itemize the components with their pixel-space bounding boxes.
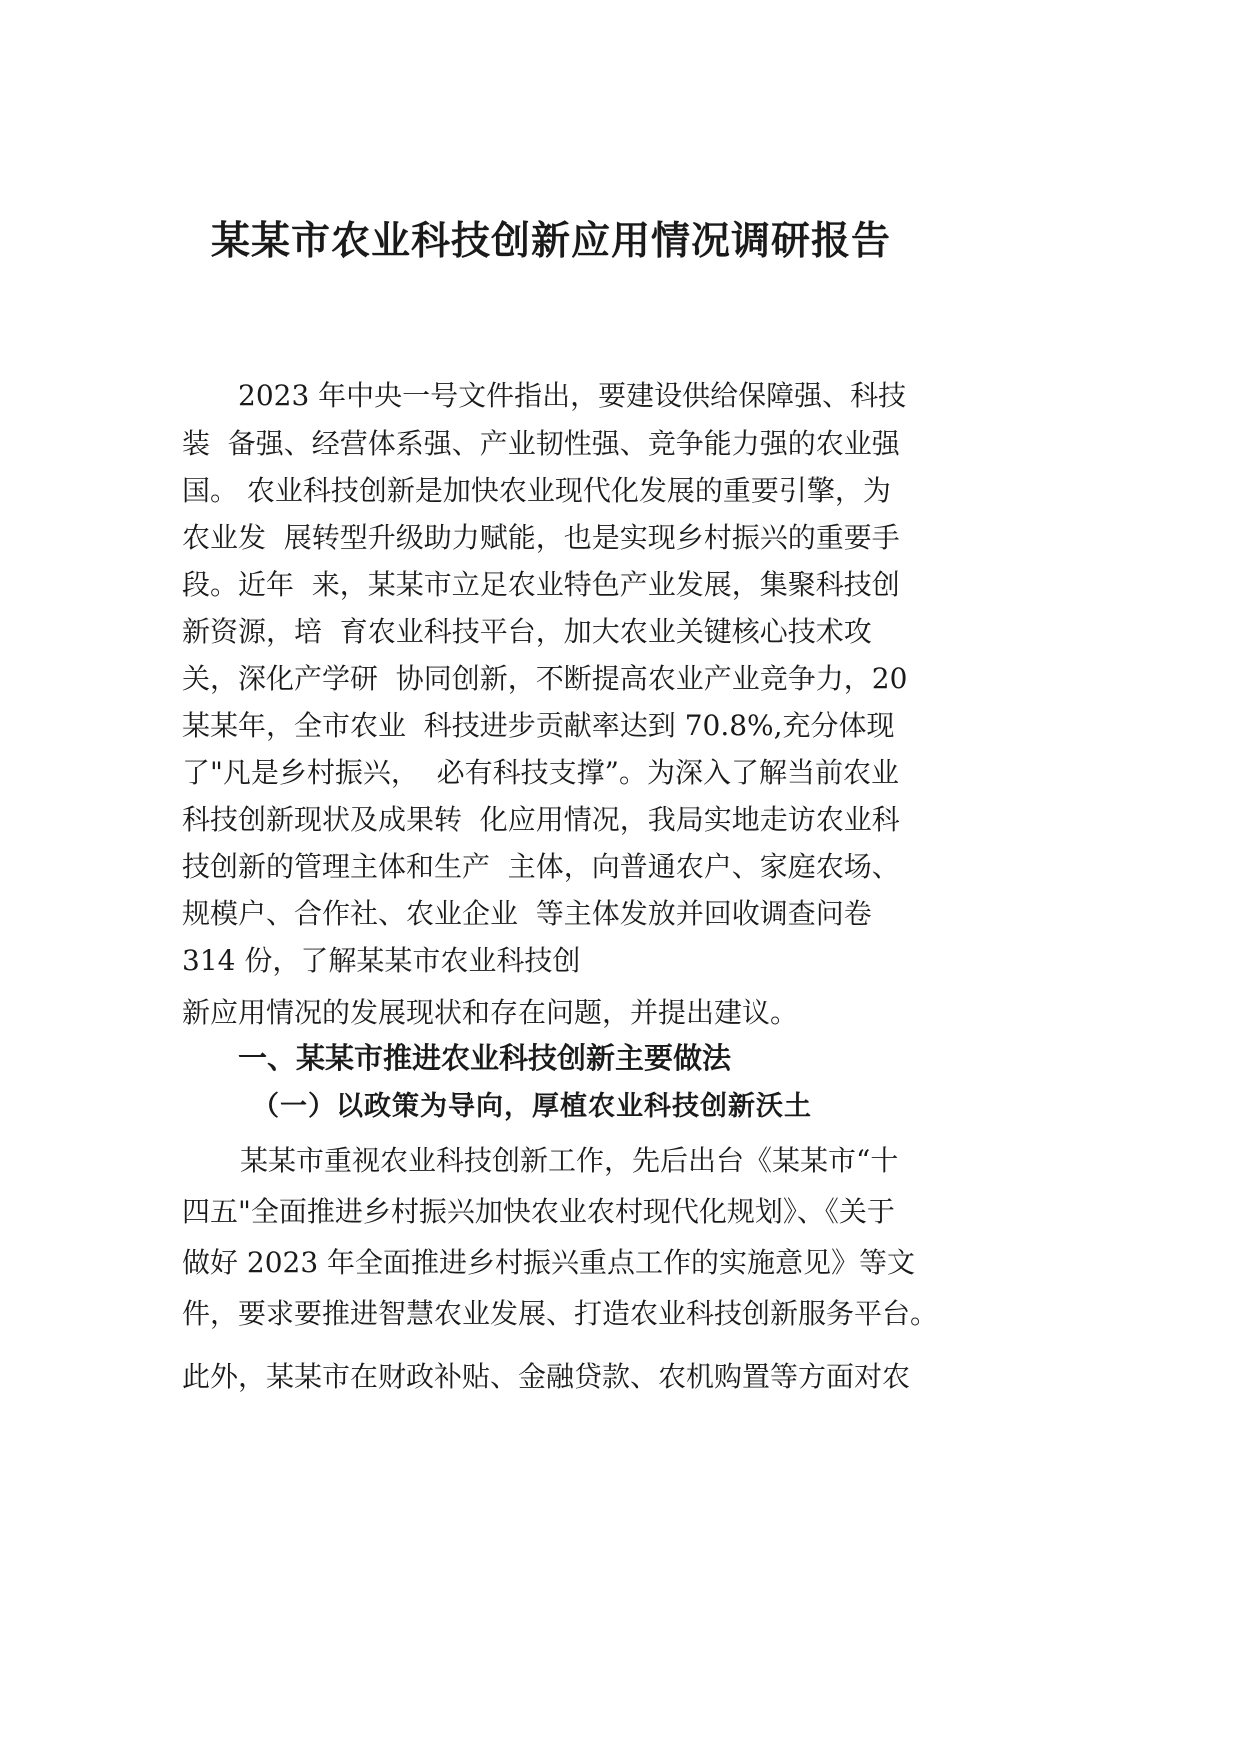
paragraph-line: 农业发 展转型升级助力赋能，也是实现乡村振兴的重要手 <box>182 521 900 554</box>
paragraph-line: 规模户、合作社、农业企业 等主体发放并回收调查问卷 <box>182 897 872 930</box>
paragraph-line: 国。 农业科技创新是加快农业现代化发展的重要引擎，为 <box>182 474 891 507</box>
paragraph-line: 段。近年 来，某某市立足农业特色产业发展，集聚科技创 <box>182 568 900 601</box>
paragraph-line: 2023 年中央一号文件指出，要建设供给保障强、科技 <box>238 379 907 412</box>
paragraph-line: 新资源，培 育农业科技平台，加大农业关键核心技术攻 <box>182 615 872 648</box>
paragraph-line: 了"凡是乡村振兴， 必有科技支撑”。为深入了解当前农业 <box>182 756 899 789</box>
paragraph-line: 技创新的管理主体和生产 主体，向普通农户、家庭农场、 <box>182 850 900 883</box>
paragraph-line: 科技创新现状及成果转 化应用情况，我局实地走访农业科 <box>182 803 900 836</box>
paragraph-line: 此外，某某市在财政补贴、金融贷款、农机购置等方面对农 <box>182 1360 911 1393</box>
paragraph-line: 件，要求要推进智慧农业发展、打造农业科技创新服务平台。 <box>182 1297 939 1330</box>
paragraph-line: 装 备强、经营体系强、产业韧性强、竞争能力强的农业强 <box>182 427 900 460</box>
subsection-heading: （一）以政策为导向，厚植农业科技创新沃土 <box>252 1091 812 1122</box>
paragraph-line: 关，深化产学研 协同创新，不断提高农业产业竞争力，20 <box>182 662 908 695</box>
paragraph-line: 某某市重视农业科技创新工作，先后出台《某某市“十 <box>240 1144 899 1177</box>
section-heading: 一、某某市推进农业科技创新主要做法 <box>238 1041 732 1075</box>
paragraph-line: 314 份，了解某某市农业科技创 <box>182 944 581 977</box>
paragraph-line: 四五"全面推进乡村振兴加快农业农村现代化规划》、《关于 <box>182 1195 895 1228</box>
document-title: 某某市农业科技创新应用情况调研报告 <box>210 219 891 264</box>
paragraph-line: 某某年，全市农业 科技进步贡献率达到 70.8%,充分体现 <box>182 709 895 742</box>
paragraph-line: 新应用情况的发展现状和存在问题，并提出建议。 <box>182 996 799 1029</box>
paragraph-line: 做好 2023 年全面推进乡村振兴重点工作的实施意见》等文 <box>182 1246 916 1279</box>
